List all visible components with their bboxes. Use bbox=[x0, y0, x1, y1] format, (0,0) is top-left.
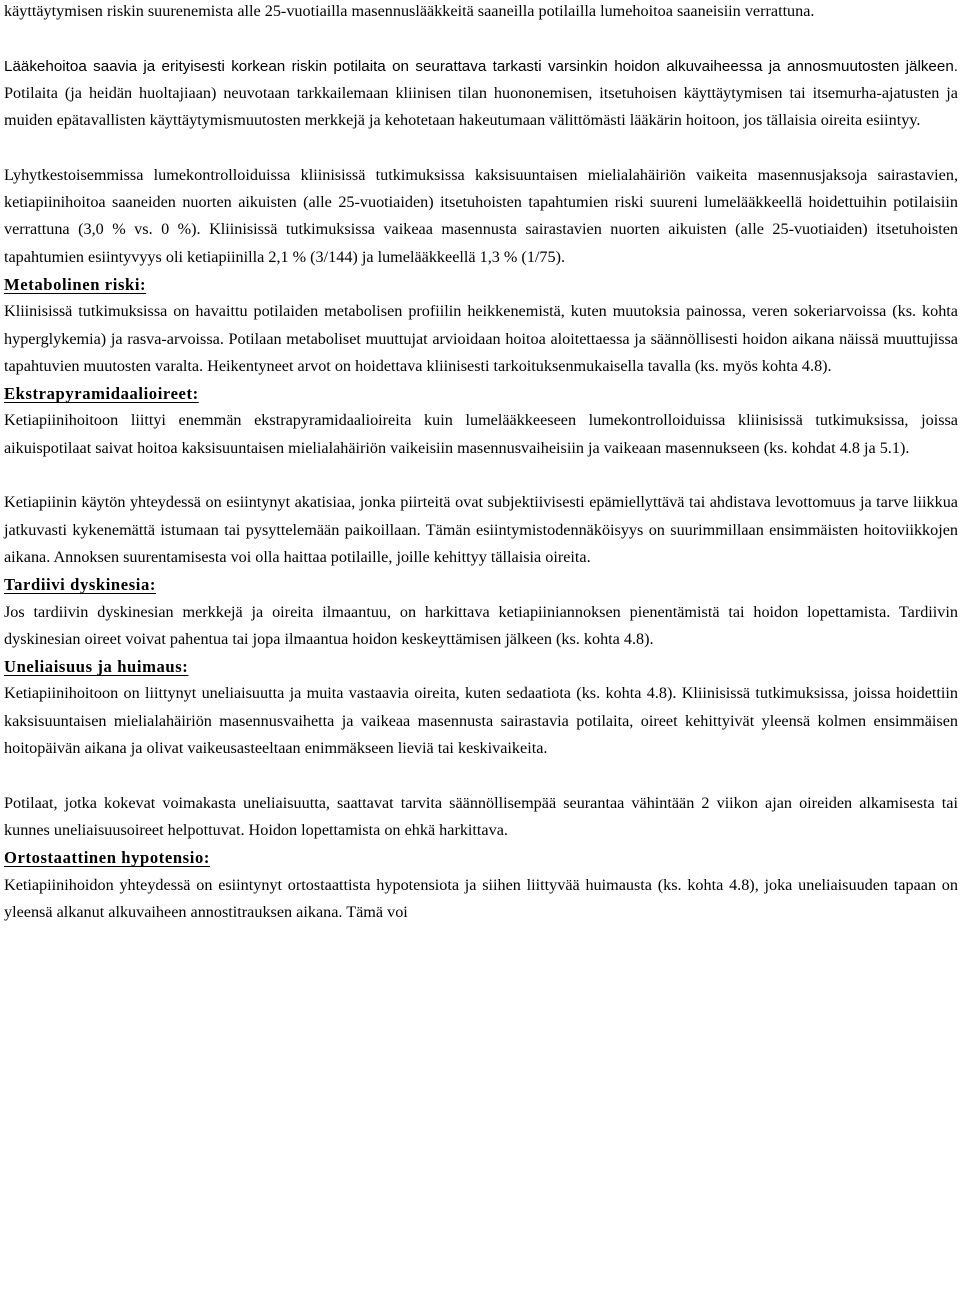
paragraph-somnolence-2: Potilaat, jotka kokevat voimakasta uneliaisuutta, saattavat tarvita säännöllisempää seurantaa vähintään 2 viikon ajan oireiden alkamisesta tai kunnes uneliaisuusoireet helpottuvat. Hoidon lopettamista on ehkä harkittava. bbox=[4, 793, 958, 839]
document-page bbox=[4, 0, 958, 926]
paragraph-extrapyramidal-2: Ketiapiinin käytön yhteydessä on esiintynyt akatisiaa, jonka piirteitä ovat subjektiivisesti epämiellyttävä tai ahdistava levottomuus ja tarve liikkua jatkuvasti kykenemättä istumaan tai pysyttelemään paikoillaan. Tämän esiintymistodennäköisyys on suurimmillaan ensimmäisten hoitoviikkojen aikana. Annoksen suurentamisesta voi olla haittaa potilaille, joille kehittyy tällaisia oireita. bbox=[4, 493, 958, 566]
paragraph-clinical-trials: Lyhytkestoisemmissa lumekontrolloiduissa kliinisissä tutkimuksissa kaksisuuntaisen mielialahäiriön vaikeita masennusjaksoja sairastavien, ketiapiinihoitoa saaneiden nuorten aikuisten (alle 25-vuotiaiden) itsetuhoisten tapahtumien riski suureni lumelääkkeellä hoidettuihin potilaisiin verrattuna (3,0 % vs. 0 %). Kliinisissä tutkimuksissa vaikeaa masennusta sairastavien nuorten aikuisten (alle 25-vuotiaiden) itsetuhoisten tapahtumien esiintyvyys oli ketiapiinilla 2,1 % (3/144) ja lumelääkkeellä 1,3 % (1/75). bbox=[4, 165, 958, 266]
paragraph-tardive-dyskinesia: Jos tardiivin dyskinesian merkkejä ja oireita ilmaantuu, on harkittava ketiapiiniannoksen pienentämistä tai hoidon lopettamista. Tardiivin dyskinesian oireet voivat pahentua tai jopa ilmaantua hoidon keskeyttämisen jälkeen (ks. kohta 4.8). bbox=[4, 602, 958, 648]
paragraph-orthostatic-hypotension: Ketiapiinihoidon yhteydessä on esiintynyt ortostaattista hypotensiota ja siihen liittyvää huimausta (ks. kohta 4.8), joka uneliaisuuden tapaan on yleensä alkanut alkuvaiheen annostitrauksen aikana. Tämä voi bbox=[4, 875, 958, 921]
paragraph-monitoring bbox=[4, 53, 958, 135]
heading-extrapyramidal: Ekstrapyramidaalioireet: bbox=[4, 384, 199, 404]
paragraph-metabolic-risk: Kliinisissä tutkimuksissa on havaittu potilaiden metabolisen profiilin heikkenemistä, kuten muutoksia painossa, veren sokeriarvoissa (ks. kohta hyperglykemia) ja rasva-arvoissa. Potilaan metaboliset muuttujat arvioidaan hoitoa aloitettaessa ja säännöllisesti hoidon aikana näissä muuttujissa tapahtuvien muutosten varalta. Heikentyneet arvot on hoidettava kliinisesti tarkoituksenmukaisella tavalla (ks. myös kohta 4.8). bbox=[4, 302, 958, 375]
paragraph-suicide-risk-end: käyttäytymisen riskin suurenemista alle 25-vuotiailla masennuslääkkeitä saaneilla potilailla lumehoitoa saaneisiin verrattuna. bbox=[4, 2, 815, 20]
heading-somnolence: Uneliaisuus ja huimaus: bbox=[4, 657, 189, 677]
paragraph-somnolence-1: Ketiapiinihoitoon on liittynyt uneliaisuutta ja muita vastaavia oireita, kuten sedaatiota (ks. kohta 4.8). Kliinisissä tutkimuksissa, joissa hoidettiin kaksisuuntaisen mielialahäiriön masennusvaihetta ja vaikeaa masennusta sairastavia potilaita, oireet kehittyivät yleensä kolmen ensimmäisen hoitopäivän aikana ja olivat vaikeusasteeltaan enimmäkseen lieviä tai keskivaikeita. bbox=[4, 684, 958, 758]
heading-orthostatic-hypotension: Ortostaattinen hypotensio: bbox=[4, 848, 210, 868]
paragraph-monitoring-rest: Potilaita (ja heidän huoltajiaan) neuvotaan tarkkailemaan kliinisen tilan huononemisen, itsetuhoisen käyttäytymisen tai itsemurha-ajatusten ja muiden epätavallisten käyttäytymismuutosten merkkejä ja kehotetaan hakeutumaan välittömästi lääkärin hoitoon, jos tällaisia oireita esiintyy. bbox=[4, 83, 958, 130]
paragraph-extrapyramidal-1: Ketiapiinihoitoon liittyi enemmän ekstrapyramidaalioireita kuin lumelääkkeeseen lumekontrolloiduissa kliinisissä tutkimuksissa, joissa aikuispotilaat saivat hoitoa kaksisuuntaisen mielialahäiriön vaikeisiin masennusvaiheisiin ja vaikeaan masennukseen (ks. kohdat 4.8 ja 5.1). bbox=[4, 411, 958, 457]
paragraph-monitoring-lead: Lääkehoitoa saavia ja erityisesti korkean riskin potilaita on seurattava tarkasti varsinkin hoidon alkuvaiheessa ja annosmuutosten jälkeen. bbox=[4, 57, 958, 75]
heading-tardive-dyskinesia: Tardiivi dyskinesia: bbox=[4, 575, 157, 595]
heading-metabolic-risk: Metabolinen riski: bbox=[4, 274, 147, 294]
